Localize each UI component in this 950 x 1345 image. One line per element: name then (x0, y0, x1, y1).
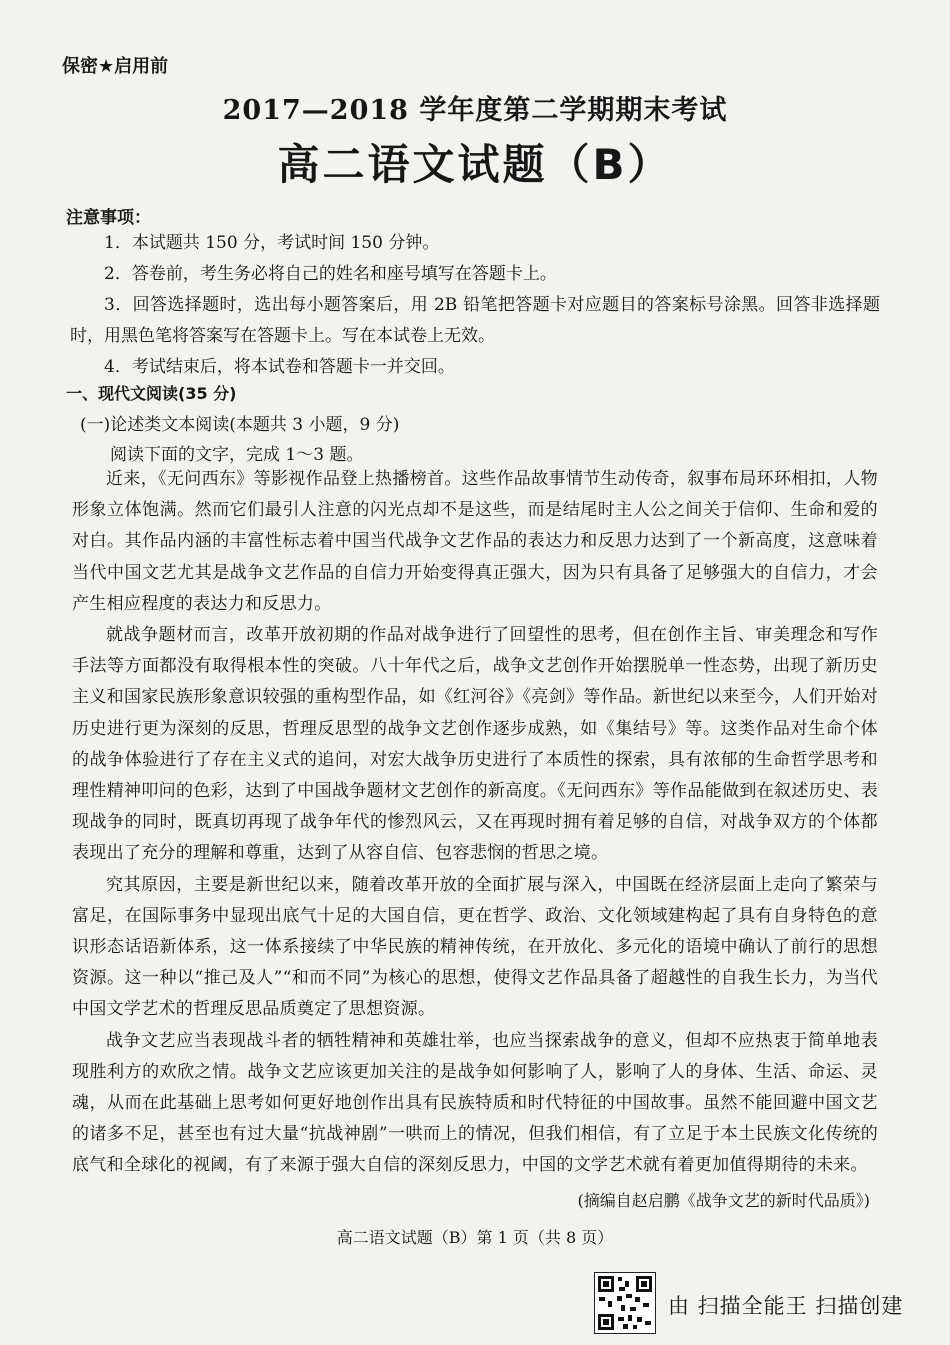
note-item: 3．回答选择题时，选出每小题答案后，用 2B 铅笔把答题卡对应题目的答案标号涂黑。回答非选择题时，用黑色笔将答案写在答题卡上。写在本试卷上无效。 (70, 295, 880, 346)
note-item: 2．答卷前，考生务必将自己的姓名和座号填写在答题卡上。 (104, 264, 557, 284)
passage-source: (摘编自赵启鹏《战争文艺的新时代品质》) (577, 1191, 870, 1210)
reading-passage (72, 464, 878, 1182)
subsection-title: (一)论述类文本阅读(本题共 3 小题，9 分) (80, 415, 400, 435)
notes-list (70, 228, 880, 383)
notes-heading: 注意事项： (66, 208, 151, 228)
page-footer: 高二语文试题（B）第 1 页（共 8 页） (336, 1228, 614, 1247)
scanner-watermark: 由 扫描全能王 扫描创建 (668, 1294, 904, 1318)
note-item: 1．本试题共 150 分，考试时间 150 分钟。 (104, 233, 440, 253)
section-title: 一、现代文阅读(35 分) (66, 384, 237, 403)
note-item: 4．考试结束后，将本试卷和答题卡一并交回。 (104, 357, 455, 377)
confidential-label: 保密★启用前 (62, 56, 169, 77)
reading-instruction: 阅读下面的文字，完成 1～3 题。 (110, 445, 364, 465)
qr-code-icon (594, 1272, 656, 1334)
passage-paragraph: 究其原因，主要是新世纪以来，随着改革开放的全面扩展与深入，中国既在经济层面上走向了繁荣与富足，在国际事务中显现出底气十足的大国自信，更在哲学、政治、文化领域建构起了具有自身特色的意识形态话语新体系，这一体系接续了中华民族的精神传统，在开放化、多元化的语境中确认了前行的思想资源。这一种以“推己及人”“和而不同”为核心的思想，使得文艺作品具备了超越性的自我生长力，为当代中国文学艺术的哲理反思品质奠定了思想资源。 (72, 874, 878, 1020)
passage-paragraph: 战争文艺应当表现战斗者的牺牲精神和英雄壮举，也应当探索战争的意义，但却不应热衷于简单地表现胜利方的欢欣之情。战争文艺应该更加关注的是战争如何影响了人，影响了人的身体、生活、命运、灵魂，从而在此基础上思考如何更好地创作出具有民族特质和时代特征的中国故事。虽然不能回避中国文艺的诸多不足，甚至也有过大量“抗战神剧”一哄而上的情况，但我们相信，有了立足于本土民族文化传统的底气和全球化的视阈，有了来源于强大自信的深刻反思力，中国的文学艺术就有着更加值得期待的未来。 (72, 1030, 878, 1176)
exam-year-title: 2017—2018 学年度第二学期期末考试 (222, 95, 728, 126)
exam-title: 高二语文试题（B） (277, 140, 673, 189)
passage-paragraph: 就战争题材而言，改革开放初期的作品对战争进行了回望性的思考，但在创作主旨、审美理念和写作手法等方面都没有取得根本性的突破。八十年代之后，战争文艺创作开始摆脱单一性态势，出现了新历史主义和国家民族形象意识较强的重构型作品，如《红河谷》《亮剑》等作品。新世纪以来至今，人们开始对历史进行更为深刻的反思，哲理反思型的战争文艺创作逐步成熟，如《集结号》等。这类作品对生命个体的战争体验进行了存在主义式的追问，对宏大战争历史进行了本质性的探索，具有浓郁的生命哲学思考和理性精神叩问的色彩，达到了中国战争题材文艺创作的新高度。《无问西东》等作品能做到在叙述历史、表现战争的同时，既真切再现了战争年代的惨烈风云，又在再现时拥有着足够的自信，对战争双方的个体都表现出了充分的理解和尊重，达到了从容自信、包容悲悯的哲思之境。 (72, 625, 878, 864)
passage-paragraph: 近来，《无问西东》等影视作品登上热播榜首。这些作品故事情节生动传奇，叙事布局环环相扣，人物形象立体饱满。然而它们最引人注意的闪光点却不是这些，而是结尾时主人公之间关于信仰、生命和爱的对白。其作品内涵的丰富性标志着中国当代战争文艺作品的表达力和反思力达到了一个新高度，这意味着当代中国文艺尤其是战争文艺作品的自信力开始变得真正强大，因为只有具备了足够强大的自信力，才会产生相应程度的表达力和反思力。 (72, 469, 878, 614)
